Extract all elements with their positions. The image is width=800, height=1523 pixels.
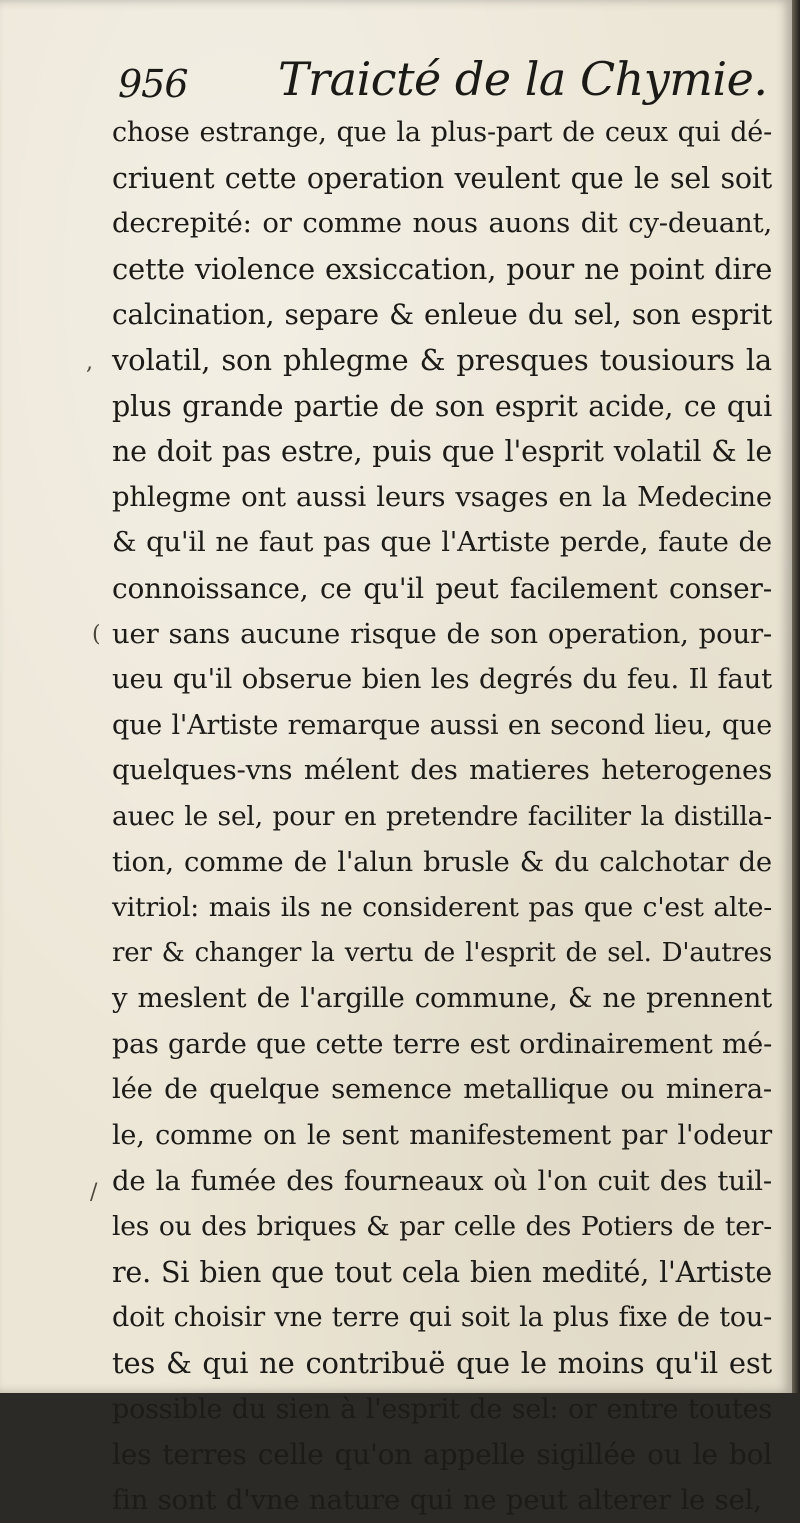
text-line: pas garde que cette terre est ordinairement mé- [112, 1028, 772, 1060]
text-line: volatil, son phlegme & presques tousiours la [112, 342, 772, 377]
text-line: que l'Artiste remarque aussi en second lieu, que [112, 709, 772, 741]
text-line: vitriol: mais ils ne considerent pas que c'est alte- [112, 892, 772, 924]
text-line: lée de quelque semence metallique ou minera- [112, 1073, 772, 1106]
page-edge [792, 0, 800, 1393]
text-line: tes & qui ne contribuë que le moins qu'il est [112, 1346, 772, 1381]
text-line: re. Si bien que tout cela bien medité, l'Artiste [112, 1255, 772, 1289]
margin-speck: , [86, 350, 93, 375]
text-line: decrepité: or comme nous auons dit cy-deuant, [112, 207, 772, 240]
text-line: tion, comme de l'alun brusle & du calchotar de [112, 845, 772, 878]
text-line: plus grande partie de son esprit acide, ce qui [112, 389, 772, 423]
text-line: auec le sel, pour en pretendre faciliter la distilla- [112, 800, 772, 832]
text-line: le, comme on le sent manifestement par l'odeur [112, 1120, 772, 1152]
page-number: 956 [118, 62, 188, 106]
text-line: rer & changer la vertu de l'esprit de sel. D'autres [112, 937, 772, 968]
text-line: les terres celle qu'on appelle sigillée ou le bol [112, 1438, 772, 1472]
margin-speck: ( [92, 622, 101, 647]
text-line: calcination, separe & enleue du sel, son esprit [112, 298, 772, 332]
text-line: doit choisir vne terre qui soit la plus fixe de tou- [112, 1302, 773, 1334]
text-line: cette violence exsiccation, pour ne point dire [112, 251, 773, 286]
text-line: phlegme ont aussi leurs vsages en la Medecine [112, 480, 772, 513]
text-line: uer sans aucune risque de son operation, pour- [112, 617, 772, 650]
text-line: ne doit pas estre, puis que l'esprit volatil & le [112, 435, 772, 469]
text-line: chose estrange, que la plus-part de ceux qui dé- [112, 117, 772, 148]
text-line: connoissance, ce qu'il peut facilement conser- [112, 571, 772, 605]
text-line: possible du sien à l'esprit de sel: or entre toutes [112, 1393, 772, 1425]
text-line: y meslent de l'argille commune, & ne prennent [112, 982, 772, 1015]
text-line: criuent cette operation veulent que le sel soit [112, 161, 772, 195]
body-text [112, 110, 772, 1523]
text-line: les ou des briques & par celle des Potiers de ter- [112, 1211, 772, 1243]
text-line: fin sont d'vne nature qui ne peut alterer le sel, [112, 1483, 762, 1516]
margin-speck: / [90, 1180, 98, 1205]
text-line: de la fumée des fourneaux où l'on cuit des tuil- [112, 1164, 772, 1197]
text-line: & qu'il ne faut pas que l'Artiste perde, faute de [112, 526, 772, 559]
running-title: Traicté de la Chymie. [278, 52, 768, 106]
text-line: ueu qu'il obserue bien les degrés du feu. Il faut [112, 663, 772, 696]
text-line: quelques-vns mélent des matieres heterogenes [112, 754, 772, 787]
page-header [118, 52, 768, 114]
